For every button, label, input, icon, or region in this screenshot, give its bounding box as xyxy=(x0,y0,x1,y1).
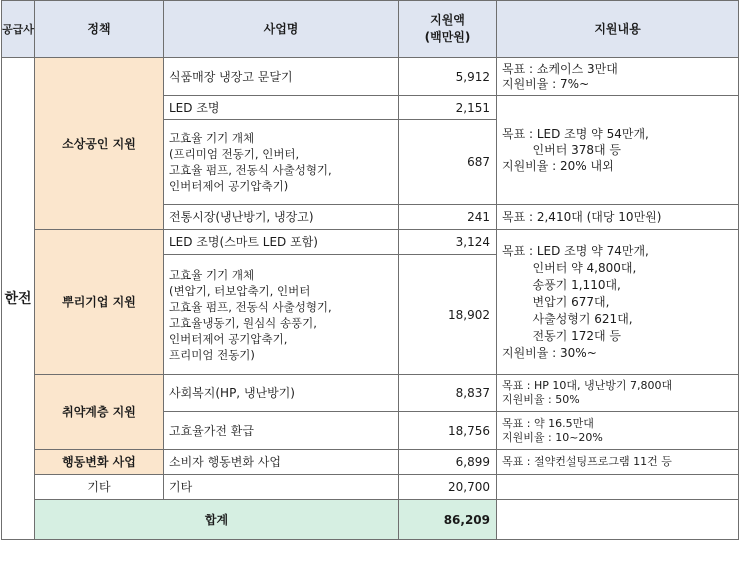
project-cell: 소비자 행동변화 사업 xyxy=(164,450,399,475)
content-cell: 목표 : 2,410대 (대당 10만원) xyxy=(497,205,739,230)
content-cell: 목표 : 약 16.5만대 지원비율 : 10~20% xyxy=(497,412,739,450)
content-cell: 목표 : LED 조명 약 74만개, 인버터 약 4,800대, 송풍기 1,110대, 변압기 677대, 사출성형기 621대, 전동기 172대 등 지원비율 : 30%~ xyxy=(497,230,739,375)
support-program-table xyxy=(1,0,739,540)
header-policy: 정책 xyxy=(35,1,164,58)
project-cell: 사회복지(HP, 냉난방기) xyxy=(164,375,399,412)
project-cell: 기타 xyxy=(164,475,399,500)
project-cell: 식품매장 냉장고 문달기 xyxy=(164,58,399,96)
table-row xyxy=(2,58,739,96)
policy-small-business: 소상공인 지원 xyxy=(35,58,164,230)
total-content-cell xyxy=(497,500,739,540)
policy-etc: 기타 xyxy=(35,475,164,500)
header-content: 지원내용 xyxy=(497,1,739,58)
header-amount: 지원액 (백만원) xyxy=(399,1,497,58)
supplier-cell: 한전 xyxy=(2,58,35,540)
amount-cell: 8,837 xyxy=(399,375,497,412)
project-cell: 고효율 기기 개체 (변압기, 터보압축기, 인버터 고효율 펌프, 전동식 사출성형기, 고효율냉동기, 원심식 송풍기, 인버터제어 공기압축기, 프리미엄 전동기) xyxy=(164,255,399,375)
amount-cell: 3,124 xyxy=(399,230,497,255)
total-amount: 86,209 xyxy=(399,500,497,540)
project-cell: LED 조명 xyxy=(164,96,399,120)
content-cell xyxy=(497,475,739,500)
amount-cell: 20,700 xyxy=(399,475,497,500)
table-row xyxy=(2,230,739,255)
amount-cell: 687 xyxy=(399,120,497,205)
content-cell: 목표 : 쇼케이스 3만대 지원비율 : 7%~ xyxy=(497,58,739,96)
content-cell: 목표 : 절약컨설팅프로그램 11건 등 xyxy=(497,450,739,475)
total-label: 합계 xyxy=(35,500,399,540)
project-cell: 전통시장(냉난방기, 냉장고) xyxy=(164,205,399,230)
table-row xyxy=(2,450,739,475)
content-cell: 목표 : LED 조명 약 54만개, 인버터 378대 등 지원비율 : 20% 내외 xyxy=(497,96,739,205)
amount-cell: 5,912 xyxy=(399,58,497,96)
amount-cell: 241 xyxy=(399,205,497,230)
amount-cell: 18,902 xyxy=(399,255,497,375)
amount-cell: 2,151 xyxy=(399,96,497,120)
total-row xyxy=(2,500,739,540)
policy-root-business: 뿌리기업 지원 xyxy=(35,230,164,375)
project-cell: 고효율가전 환급 xyxy=(164,412,399,450)
policy-vulnerable: 취약계층 지원 xyxy=(35,375,164,450)
header-project: 사업명 xyxy=(164,1,399,58)
header-supplier: 공급사 xyxy=(2,1,35,58)
table-row xyxy=(2,375,739,412)
project-cell: 고효율 기기 개체 (프리미엄 전동기, 인버터, 고효율 펌프, 전동식 사출성형기, 인버터제어 공기압축기) xyxy=(164,120,399,205)
amount-cell: 18,756 xyxy=(399,412,497,450)
amount-cell: 6,899 xyxy=(399,450,497,475)
content-cell: 목표 : HP 10대, 냉난방기 7,800대 지원비율 : 50% xyxy=(497,375,739,412)
policy-behavior: 행동변화 사업 xyxy=(35,450,164,475)
project-cell: LED 조명(스마트 LED 포함) xyxy=(164,230,399,255)
header-row xyxy=(2,1,739,58)
table-row xyxy=(2,475,739,500)
